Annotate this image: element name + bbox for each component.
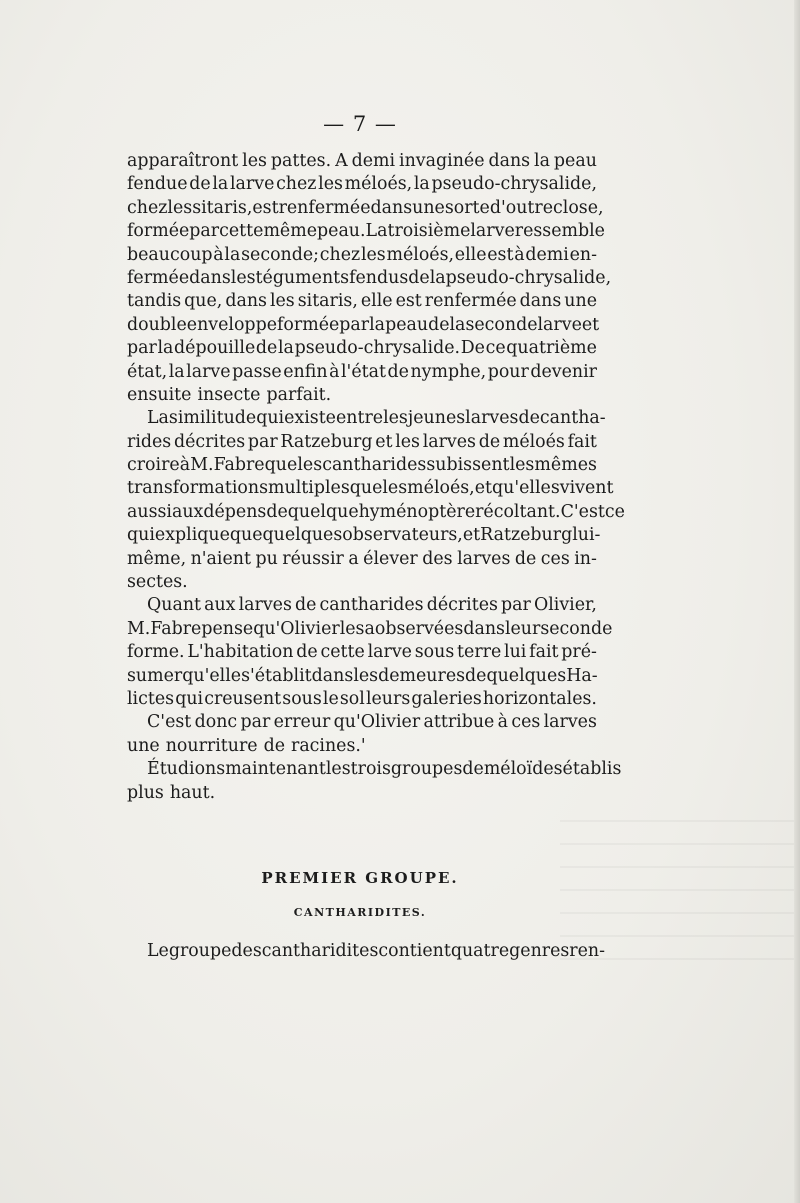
word: La — [147, 407, 169, 429]
word: croire — [127, 454, 180, 476]
word: vivent — [559, 478, 614, 499]
word: à — [514, 244, 525, 265]
word: n'aient — [190, 548, 251, 570]
word: elle — [454, 244, 487, 265]
word: larves — [238, 594, 292, 616]
text-line — [127, 781, 597, 805]
word: cette — [320, 641, 365, 663]
word: et — [581, 314, 600, 336]
word: la — [369, 314, 386, 336]
word: jeunes — [407, 407, 466, 429]
word: sitaris, — [297, 290, 358, 312]
word: enfin — [283, 361, 328, 382]
word: nourriture — [165, 735, 258, 757]
word: invaginée — [399, 150, 485, 172]
text-line — [127, 360, 597, 384]
word: peau. — [317, 220, 366, 242]
word: la — [449, 314, 466, 336]
word: dans — [225, 290, 267, 312]
word: M. — [127, 618, 151, 640]
word: mêmes — [534, 454, 597, 476]
word: passe — [232, 361, 282, 382]
word: qu'Olivier — [333, 711, 421, 733]
word: les — [383, 407, 408, 429]
word: quelques — [486, 665, 567, 686]
word: par — [339, 314, 370, 336]
text-line — [127, 758, 622, 782]
word: fendus — [349, 267, 409, 289]
word: téguments — [255, 267, 350, 289]
word: d'outre — [489, 197, 554, 219]
word: entre — [335, 407, 384, 429]
word: élever — [363, 548, 418, 570]
text-line — [127, 477, 614, 501]
word: peau — [385, 314, 429, 336]
word: s'établit — [241, 665, 312, 686]
word: erreur — [273, 711, 331, 733]
section-heading: PREMIER GROUPE. — [261, 869, 459, 887]
word: ces — [511, 711, 541, 733]
word: forme. — [127, 641, 185, 663]
word: galeries — [411, 688, 482, 710]
word: aux — [204, 594, 236, 616]
word: dans — [370, 197, 413, 219]
word: Ha- — [566, 665, 598, 686]
text-line — [127, 571, 597, 595]
text-line — [127, 664, 597, 688]
word: larve — [230, 173, 275, 195]
word: qu'Olivier — [253, 618, 340, 640]
word: De — [460, 337, 485, 359]
word: et — [375, 431, 393, 453]
word: sitaris, — [192, 197, 253, 219]
word: seconde; — [241, 244, 320, 265]
word: observées — [374, 618, 464, 640]
text-line — [127, 547, 597, 571]
text-line — [127, 454, 597, 478]
word: beaucoup — [127, 244, 213, 265]
word: les — [269, 290, 295, 312]
word: sectes. — [127, 571, 188, 593]
word: de — [478, 431, 501, 453]
word: pattes. — [270, 150, 332, 172]
word: quatrième — [506, 337, 597, 359]
word: cantha- — [539, 407, 606, 429]
word: le — [322, 688, 339, 710]
word: qui — [127, 524, 155, 546]
text-line — [127, 500, 625, 524]
text-line — [127, 734, 597, 758]
word: les — [318, 173, 343, 195]
word: méloés, — [344, 173, 413, 195]
word: sous — [282, 688, 322, 710]
word: subissent — [426, 454, 510, 476]
word: quelques — [262, 524, 343, 546]
word: est — [487, 244, 514, 265]
word: pu — [255, 548, 278, 570]
word: est — [252, 197, 279, 219]
word: de — [189, 173, 211, 195]
word: les — [230, 267, 256, 289]
word: quelque — [287, 501, 359, 523]
word: état, — [127, 361, 168, 382]
word: formée — [277, 314, 340, 336]
word: même — [263, 220, 318, 242]
word: dans — [463, 618, 505, 640]
word: la — [429, 267, 446, 289]
word: rides — [127, 431, 172, 453]
word: renfermée — [278, 197, 371, 219]
word: aussi — [127, 501, 172, 523]
word: par — [189, 220, 220, 242]
word: sumer — [127, 665, 183, 686]
word: peau — [553, 150, 597, 172]
word: multiples — [268, 478, 350, 499]
word: Fabre — [213, 454, 265, 476]
word: racines.' — [291, 735, 366, 757]
word: leur — [504, 618, 541, 640]
word: attribue — [423, 711, 495, 733]
word: décrites — [173, 431, 246, 453]
word: fait — [567, 431, 597, 453]
text-line — [127, 150, 597, 174]
text-line — [127, 383, 597, 407]
text-line — [127, 688, 597, 712]
word: observateurs, — [342, 524, 463, 546]
word: apparaîtront — [127, 150, 239, 172]
word: de — [255, 337, 278, 359]
word: haut. — [169, 782, 216, 803]
word: par — [247, 431, 278, 453]
word: établis — [562, 758, 622, 780]
word: La — [365, 220, 388, 242]
word: explique — [154, 524, 230, 546]
word: récoltant. — [475, 501, 561, 523]
word: qu'elles — [492, 478, 560, 499]
word: la — [168, 361, 185, 382]
word: demi — [525, 244, 569, 265]
page-edge — [794, 0, 800, 1203]
word: et — [474, 478, 492, 499]
word: même, — [127, 548, 187, 570]
word: en- — [569, 244, 597, 265]
text-line — [127, 313, 600, 337]
word: les — [325, 758, 351, 780]
text-line — [127, 524, 601, 548]
word: a — [364, 618, 375, 640]
word: larve — [186, 361, 231, 382]
word: pseudo-chrysalide. — [294, 337, 461, 359]
word: les — [339, 618, 365, 640]
word: par — [127, 337, 157, 359]
text-line — [127, 594, 597, 618]
word: pseudo-chrysalide, — [445, 267, 612, 289]
word: méloïdes — [483, 758, 563, 780]
word: aux — [171, 501, 204, 523]
word: Fabre — [150, 618, 202, 640]
word: seconde — [465, 314, 538, 336]
word: formée — [127, 220, 190, 242]
word: a — [348, 548, 359, 570]
word: transformations — [127, 478, 269, 499]
body-text — [127, 150, 625, 805]
word: ces — [540, 548, 570, 570]
word: et — [462, 524, 481, 546]
word: existe — [284, 407, 336, 429]
word: par — [240, 711, 271, 733]
word: fendue — [127, 173, 188, 195]
final-paragraph — [127, 940, 605, 963]
word: enveloppe — [186, 314, 277, 336]
word: lui — [504, 641, 527, 663]
word: genres — [509, 940, 570, 962]
text-line — [127, 266, 612, 290]
word: ressemble — [514, 220, 605, 242]
word: tandis — [127, 290, 182, 312]
word: seconde — [540, 618, 613, 640]
word: leurs — [365, 688, 411, 710]
word: elle — [360, 290, 393, 312]
word: une — [127, 735, 160, 757]
word: renfermée — [424, 290, 517, 312]
word: C'est — [147, 711, 192, 733]
word: l'état — [341, 361, 386, 382]
word: de — [408, 267, 430, 289]
word: à — [497, 711, 509, 733]
word: les — [382, 478, 408, 499]
word: maintenant — [225, 758, 326, 780]
word: M. — [190, 454, 214, 476]
text-line — [127, 337, 597, 361]
word: larve — [367, 641, 412, 663]
word: Ratzeburg — [480, 524, 573, 546]
word: une — [412, 197, 445, 219]
word: plus — [127, 782, 164, 803]
word: chez — [276, 173, 317, 195]
word: chez — [319, 244, 361, 265]
word: Étudions — [147, 758, 226, 780]
word: la — [534, 150, 550, 172]
word: ensuite — [127, 384, 192, 406]
word: nymphe, — [410, 361, 487, 382]
word: que, — [184, 290, 223, 312]
word: Quant — [147, 594, 202, 616]
word: les — [353, 665, 379, 686]
word: pour — [487, 361, 529, 382]
word: larve — [470, 220, 515, 242]
word: Olivier, — [533, 594, 597, 616]
word: parfait. — [266, 384, 332, 406]
word: de — [465, 665, 487, 686]
word: Le — [147, 940, 169, 962]
word: terre — [457, 641, 502, 663]
word: les — [509, 454, 535, 476]
word: lictes — [127, 688, 175, 710]
text-line — [127, 243, 597, 267]
word: réussir — [282, 548, 344, 570]
word: close, — [553, 197, 604, 219]
text-line — [127, 430, 597, 454]
word: de — [263, 735, 285, 757]
word: donc — [194, 711, 238, 733]
word: cette — [219, 220, 264, 242]
word: décrites — [426, 594, 498, 616]
word: creusent — [204, 688, 282, 710]
text-line — [127, 196, 604, 220]
word: larves — [422, 431, 476, 453]
word: larve — [537, 314, 582, 336]
word: sorte — [444, 197, 490, 219]
text-line — [127, 220, 605, 244]
word: à — [179, 454, 191, 476]
word: A — [335, 150, 348, 172]
text-line — [127, 617, 613, 641]
word: troisième — [387, 220, 471, 242]
text-line — [127, 173, 597, 197]
word: L'habitation — [187, 641, 294, 663]
word: des — [231, 940, 262, 962]
word: dans — [311, 665, 354, 686]
word: une — [564, 290, 597, 312]
word: groupes — [390, 758, 463, 780]
word: C'est — [560, 501, 605, 523]
word: lui- — [572, 524, 601, 546]
word: fermée — [127, 267, 190, 289]
word: ce — [485, 337, 506, 359]
word: dépouille — [174, 337, 256, 359]
word: qui — [175, 688, 204, 710]
word: de — [266, 501, 288, 523]
word: cantharidites — [261, 940, 379, 962]
word: de — [462, 758, 484, 780]
word: in- — [574, 548, 597, 570]
word: hyménoptère — [358, 501, 476, 523]
word: demeures — [378, 665, 466, 686]
word: de — [518, 407, 540, 429]
word: double — [127, 314, 187, 336]
word: méloés — [502, 431, 565, 453]
word: que — [264, 454, 298, 476]
word: par — [501, 594, 531, 616]
word: similitude — [168, 407, 257, 429]
word: des — [422, 548, 453, 570]
word: de — [428, 314, 450, 336]
word: larves — [465, 407, 519, 429]
word: de — [387, 361, 409, 382]
word: sous — [414, 641, 455, 663]
word: les — [167, 197, 193, 219]
word: les — [360, 244, 386, 265]
word: méloés, — [407, 478, 475, 499]
word: pense — [201, 618, 254, 640]
word: la — [212, 173, 229, 195]
word: les — [395, 431, 420, 453]
word: cantharides — [322, 454, 427, 476]
word: de — [296, 641, 318, 663]
word: larves — [543, 711, 597, 733]
word: pré- — [561, 641, 597, 663]
word: dépens — [203, 501, 267, 523]
section-subheading: CANTHARIDITES. — [293, 906, 427, 919]
word: méloés, — [386, 244, 455, 265]
word: la — [157, 337, 174, 359]
word: groupe — [168, 940, 232, 962]
word: chez — [127, 197, 168, 219]
word: est — [395, 290, 422, 312]
word: de — [514, 548, 537, 570]
text-line — [127, 711, 597, 735]
word: la — [277, 337, 294, 359]
word: que — [349, 478, 383, 499]
word: fait — [529, 641, 559, 663]
word: dans — [189, 267, 231, 289]
word: ren- — [569, 940, 605, 962]
word: dans — [488, 150, 531, 172]
word: de — [294, 594, 317, 616]
word: à — [329, 361, 340, 382]
word: trois — [350, 758, 391, 780]
word: la — [224, 244, 241, 265]
text-line — [127, 641, 597, 665]
word: pseudo-chrysalide, — [431, 173, 597, 195]
word: devenir — [530, 361, 597, 382]
word: que — [229, 524, 263, 546]
text-line — [127, 940, 605, 964]
page-number: — 7 — — [323, 112, 397, 136]
word: demi — [351, 150, 396, 172]
word: ce — [604, 501, 625, 523]
word: qui — [256, 407, 285, 429]
word: Ratzeburg — [280, 431, 373, 453]
word: insecte — [197, 384, 261, 406]
word: larves — [457, 548, 511, 570]
word: contient — [378, 940, 451, 962]
word: qu'elle — [182, 665, 242, 686]
word: les — [242, 150, 267, 172]
word: les — [297, 454, 323, 476]
word: dans — [519, 290, 562, 312]
word: à — [213, 244, 224, 265]
word: quatre — [450, 940, 510, 962]
word: la — [413, 173, 430, 195]
text-line — [127, 407, 606, 431]
word: horizontales. — [482, 688, 597, 710]
text-line — [127, 290, 597, 314]
word: sol — [339, 688, 365, 710]
word: cantharides — [319, 594, 424, 616]
